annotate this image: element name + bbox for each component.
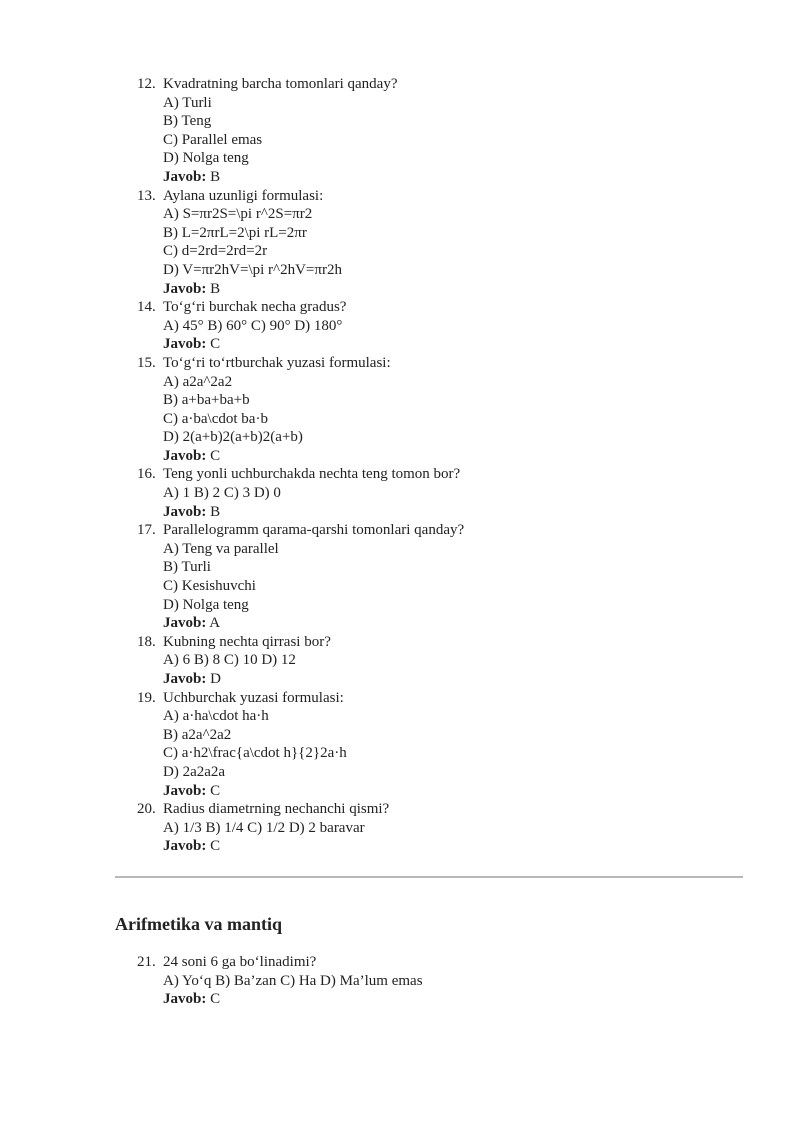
answer-option: A) Teng va parallel — [163, 540, 279, 557]
answer-line — [137, 503, 757, 522]
question-label: Parallelogramm qarama-qarshi tomonlari qanday? — [163, 522, 465, 539]
answer-option: A) a2a^2a2 — [163, 373, 233, 390]
question-text — [137, 633, 757, 652]
question-text — [137, 354, 757, 373]
answer-label: Javob: — [163, 336, 207, 353]
question-label: Uchburchak yuzasi formulasi: — [163, 689, 344, 706]
question-number: 14. — [137, 299, 156, 316]
question-text — [137, 521, 757, 540]
question-text — [137, 953, 757, 972]
section-title: Arifmetika va mantiq — [115, 914, 282, 934]
question-number: 18. — [137, 633, 156, 650]
answer-label: Javob: — [163, 168, 207, 185]
question-label: To‘g‘ri burchak necha gradus? — [163, 299, 347, 316]
answer-option: D) 2a2a2a — [163, 763, 226, 780]
answer-value: B — [210, 503, 221, 520]
answer-option: B) a+ba+ba+b — [163, 392, 250, 409]
question-text — [137, 800, 757, 819]
answer-option: D) Nolga teng — [163, 150, 249, 167]
answer-label: Javob: — [163, 838, 207, 855]
answer-value: B — [210, 168, 221, 185]
question-list — [137, 75, 757, 856]
answer-option: C) d=2rd=2rd=2r — [163, 243, 268, 260]
answer-line — [137, 614, 757, 633]
question-label: Teng yonli uchburchakda nechta teng tomon bor? — [163, 466, 461, 483]
answer-label: Javob: — [163, 503, 207, 520]
answer-line — [137, 168, 757, 187]
question-item — [137, 187, 757, 299]
question-text — [137, 187, 757, 206]
question-number: 19. — [137, 689, 156, 706]
question-label: To‘g‘ri to‘rtburchak yuzasi formulasi: — [163, 354, 391, 371]
question-label: Aylana uzunligi formulasi: — [163, 187, 324, 204]
answer-option: C) Kesishuvchi — [163, 578, 256, 595]
answer-option: A) Turli — [163, 94, 212, 111]
answer-option: B) Teng — [163, 113, 212, 130]
question-item — [137, 689, 757, 801]
answer-line — [137, 990, 757, 1009]
question-item — [137, 521, 757, 633]
question-item — [137, 800, 757, 856]
answer-label: Javob: — [163, 280, 207, 297]
answer-label: Javob: — [163, 447, 207, 464]
question-number: 20. — [137, 801, 156, 818]
answer-option: A) 1/3 B) 1/4 C) 1/2 D) 2 baravar — [163, 819, 365, 836]
answer-line — [137, 280, 757, 299]
answer-option: D) 2(a+b)2(a+b)2(a+b) — [163, 429, 303, 446]
question-number: 13. — [137, 187, 156, 204]
answer-option: B) L=2πrL=2\pi rL=2πr — [163, 224, 307, 241]
answer-value: C — [210, 991, 221, 1008]
answer-value: B — [210, 280, 221, 297]
answer-option: A) 1 B) 2 C) 3 D) 0 — [163, 485, 281, 502]
question-label: 24 soni 6 ga bo‘linadimi? — [163, 954, 317, 970]
answer-label: Javob: — [163, 782, 207, 799]
answer-option: A) a·ha\cdot ha·h — [163, 708, 269, 725]
answer-value: C — [210, 447, 221, 464]
question-item — [137, 953, 757, 1009]
question-item — [137, 298, 757, 354]
answer-line — [137, 335, 757, 354]
answer-value: C — [210, 336, 221, 353]
answer-value: A — [209, 615, 221, 632]
answer-option: B) a2a^2a2 — [163, 726, 232, 743]
section-question-list — [137, 953, 757, 1009]
question-label: Kubning nechta qirrasi bor? — [163, 633, 331, 650]
answer-value: C — [210, 782, 221, 799]
answer-line — [137, 447, 757, 466]
question-text — [137, 465, 757, 484]
question-number: 21. — [137, 954, 156, 970]
answer-line — [137, 837, 757, 856]
question-item — [137, 75, 757, 187]
question-item — [137, 354, 757, 466]
answer-value: C — [210, 838, 221, 855]
answer-label: Javob: — [163, 671, 207, 687]
answer-option: B) Turli — [163, 559, 211, 576]
question-number: 16. — [137, 466, 156, 483]
answer-option: A) S=πr2S=\pi r^2S=πr2 — [163, 206, 313, 223]
answer-value: D — [210, 671, 221, 687]
question-label: Radius diametrning nechanchi qismi? — [163, 801, 390, 818]
answer-label: Javob: — [163, 991, 207, 1008]
section-divider — [115, 876, 743, 878]
answer-option: C) a·ba\cdot ba·b — [163, 410, 268, 427]
question-text — [137, 75, 757, 94]
question-item — [137, 633, 757, 689]
answer-option: A) 45° B) 60° C) 90° D) 180° — [163, 317, 343, 334]
question-number: 15. — [137, 354, 156, 371]
question-text — [137, 298, 757, 317]
answer-option: D) V=πr2hV=\pi r^2hV=πr2h — [163, 261, 342, 278]
question-number: 17. — [137, 522, 156, 539]
answer-line — [137, 670, 757, 689]
answer-option: C) Parallel emas — [163, 131, 263, 148]
answer-option: C) a·h2\frac{a\cdot h}{2}2a·h — [163, 745, 347, 762]
answer-label: Javob: — [163, 615, 207, 632]
question-label: Kvadratning barcha tomonlari qanday? — [163, 76, 398, 92]
answer-option: D) Nolga teng — [163, 596, 249, 613]
question-text — [137, 689, 757, 708]
question-number: 12. — [137, 76, 156, 92]
answer-option: A) Yo‘q B) Ba’zan C) Ha D) Ma’lum emas — [163, 972, 423, 989]
answer-line — [137, 782, 757, 801]
question-item — [137, 465, 757, 521]
answer-option: A) 6 B) 8 C) 10 D) 12 — [163, 652, 296, 669]
